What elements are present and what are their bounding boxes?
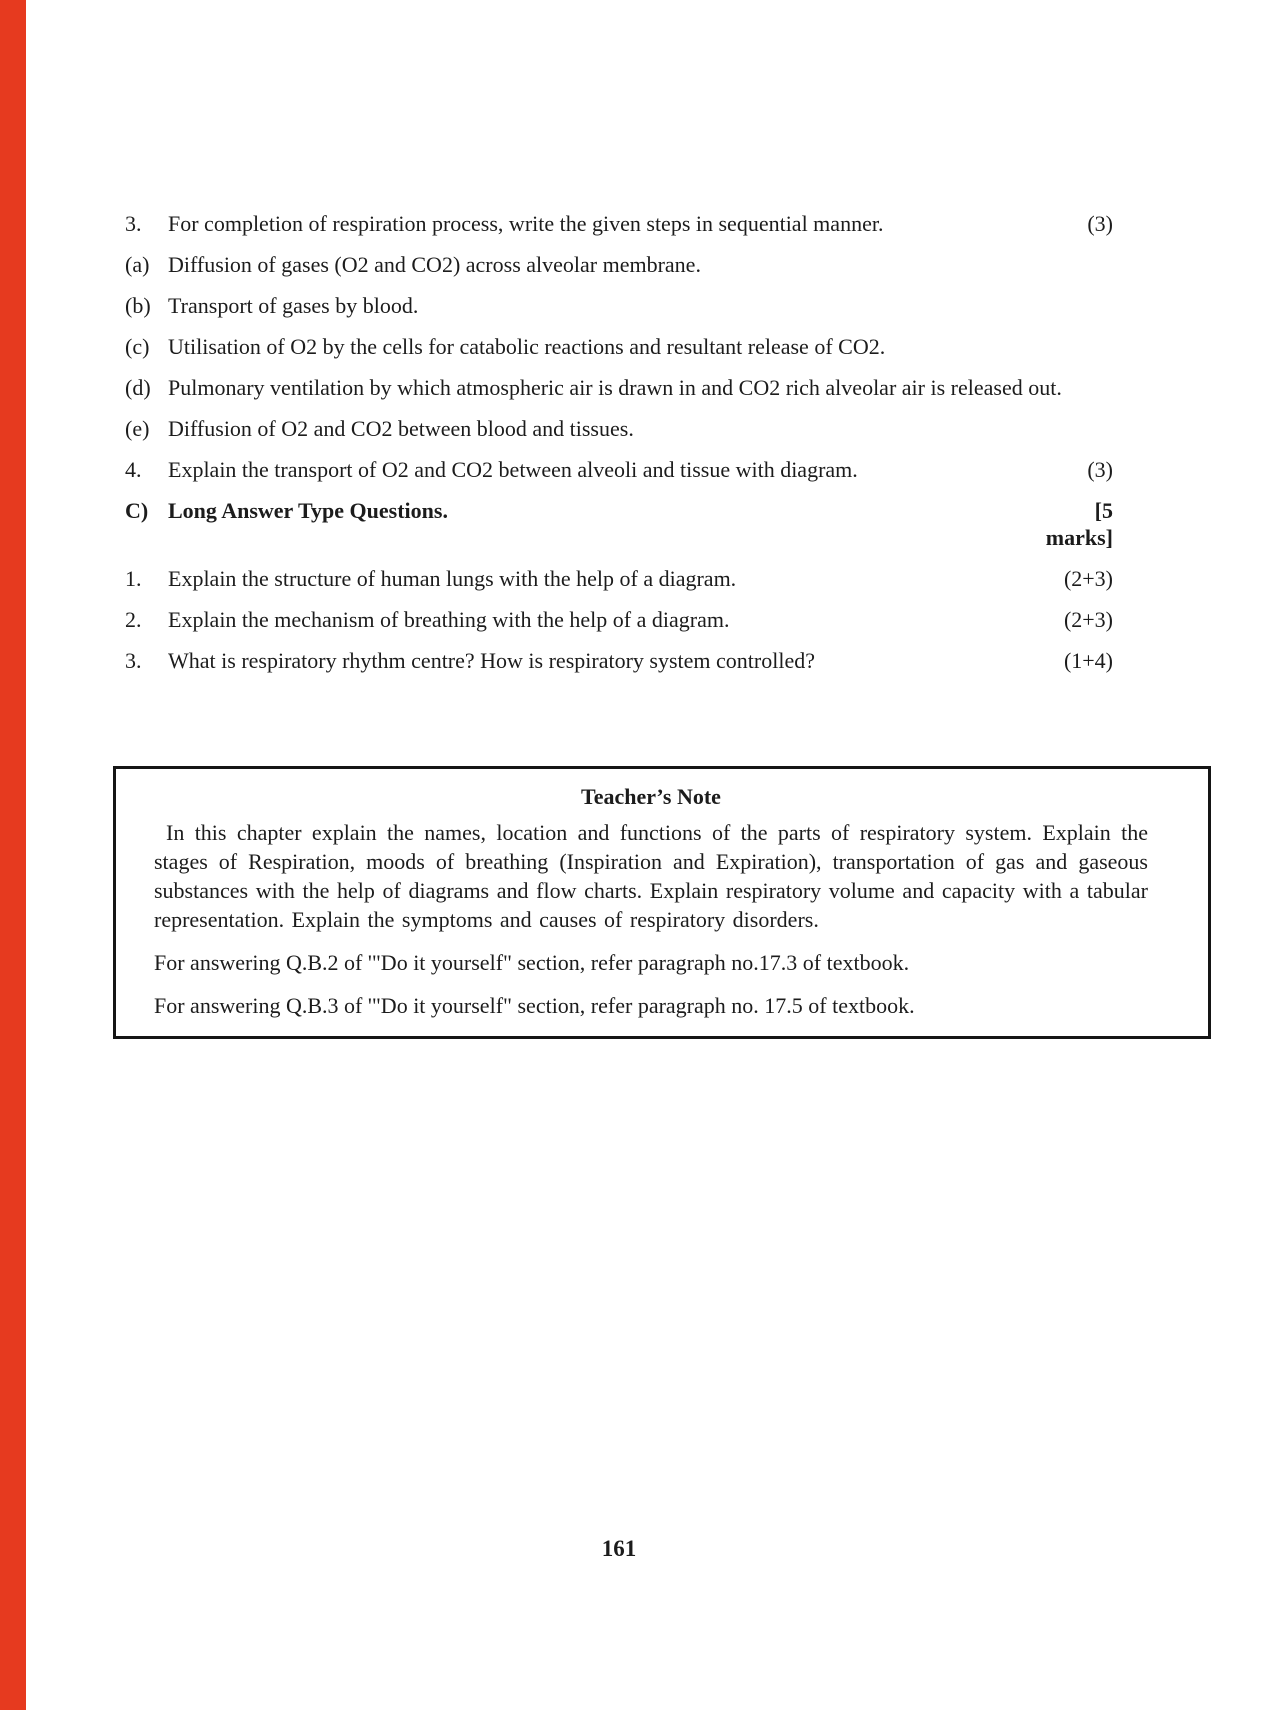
teachers-note-paragraph: In this chapter explain the names, location and functions of the parts of respiratory system. Explain the stages of Respiration, moods of breathing (Inspiration and Expiration), transportation of gas and gaseous substances with the help of diagrams and flow charts. Explain respiratory volume and capacity with a tabular representation. Explain the symptoms and causes of respiratory disorders.	[154, 820, 1148, 932]
question-marks: (3)	[1087, 211, 1113, 236]
page-number: 161	[601, 1536, 637, 1561]
left-edge-stripe	[0, 0, 26, 1710]
teachers-note-box	[113, 766, 1211, 1039]
question-text: Explain the mechanism of breathing with the help of a diagram.	[168, 607, 730, 632]
section-label: C)	[125, 498, 149, 523]
question-marks: (3)	[1087, 457, 1113, 482]
question-text: What is respiratory rhythm centre? How is respiratory system controlled?	[168, 648, 815, 673]
section-header-long-answer	[125, 497, 1113, 551]
section-marks: [5 marks]	[1045, 498, 1113, 550]
question-marks: (2+3)	[1063, 607, 1113, 632]
step-row-d	[125, 374, 1113, 401]
long-question-row-1	[125, 565, 1113, 592]
step-row-a	[125, 251, 1113, 278]
question-number: 3.	[125, 648, 142, 673]
step-row-c	[125, 333, 1113, 360]
step-label: (a)	[125, 252, 150, 277]
question-number: 3.	[125, 211, 142, 236]
teachers-note-reference-qb3: For answering Q.B.3 of '"Do it yourself" section, refer paragraph no. 17.5 of textbook.	[154, 993, 915, 1018]
long-question-row-3	[125, 647, 1113, 674]
step-row-e	[125, 415, 1113, 442]
question-text: Explain the structure of human lungs with the help of a diagram.	[168, 566, 737, 591]
question-text: Explain the transport of O2 and CO2 between alveoli and tissue with diagram.	[168, 457, 858, 482]
question-number: 2.	[125, 607, 142, 632]
step-text: Transport of gases by blood.	[168, 293, 419, 318]
long-question-row-2	[125, 606, 1113, 633]
teachers-note-reference-qb2: For answering Q.B.2 of '"Do it yourself" section, refer paragraph no.17.3 of textbook.	[154, 950, 910, 975]
question-marks: (2+3)	[1063, 566, 1113, 591]
question-text: For completion of respiration process, write the given steps in sequential manner.	[168, 211, 884, 236]
step-text: Pulmonary ventilation by which atmospheric air is drawn in and CO2 rich alveolar air is released out.	[168, 375, 1062, 400]
step-text: Utilisation of O2 by the cells for catabolic reactions and resultant release of CO2.	[168, 334, 886, 359]
teachers-note-title: Teacher’s Note	[581, 784, 721, 809]
step-text: Diffusion of gases (O2 and CO2) across alveolar membrane.	[168, 252, 701, 277]
step-label: (d)	[125, 375, 151, 400]
step-text: Diffusion of O2 and CO2 between blood and tissues.	[168, 416, 634, 441]
step-label: (c)	[125, 334, 150, 359]
step-label: (b)	[125, 293, 151, 318]
question-marks: (1+4)	[1063, 648, 1113, 673]
section-title: Long Answer Type Questions.	[168, 498, 448, 523]
step-label: (e)	[125, 416, 150, 441]
question-number: 4.	[125, 457, 142, 482]
question-number: 1.	[125, 566, 142, 591]
step-row-b	[125, 292, 1113, 319]
page-content	[125, 210, 1148, 1039]
question-row-3	[125, 210, 1113, 237]
question-row-4	[125, 456, 1113, 483]
